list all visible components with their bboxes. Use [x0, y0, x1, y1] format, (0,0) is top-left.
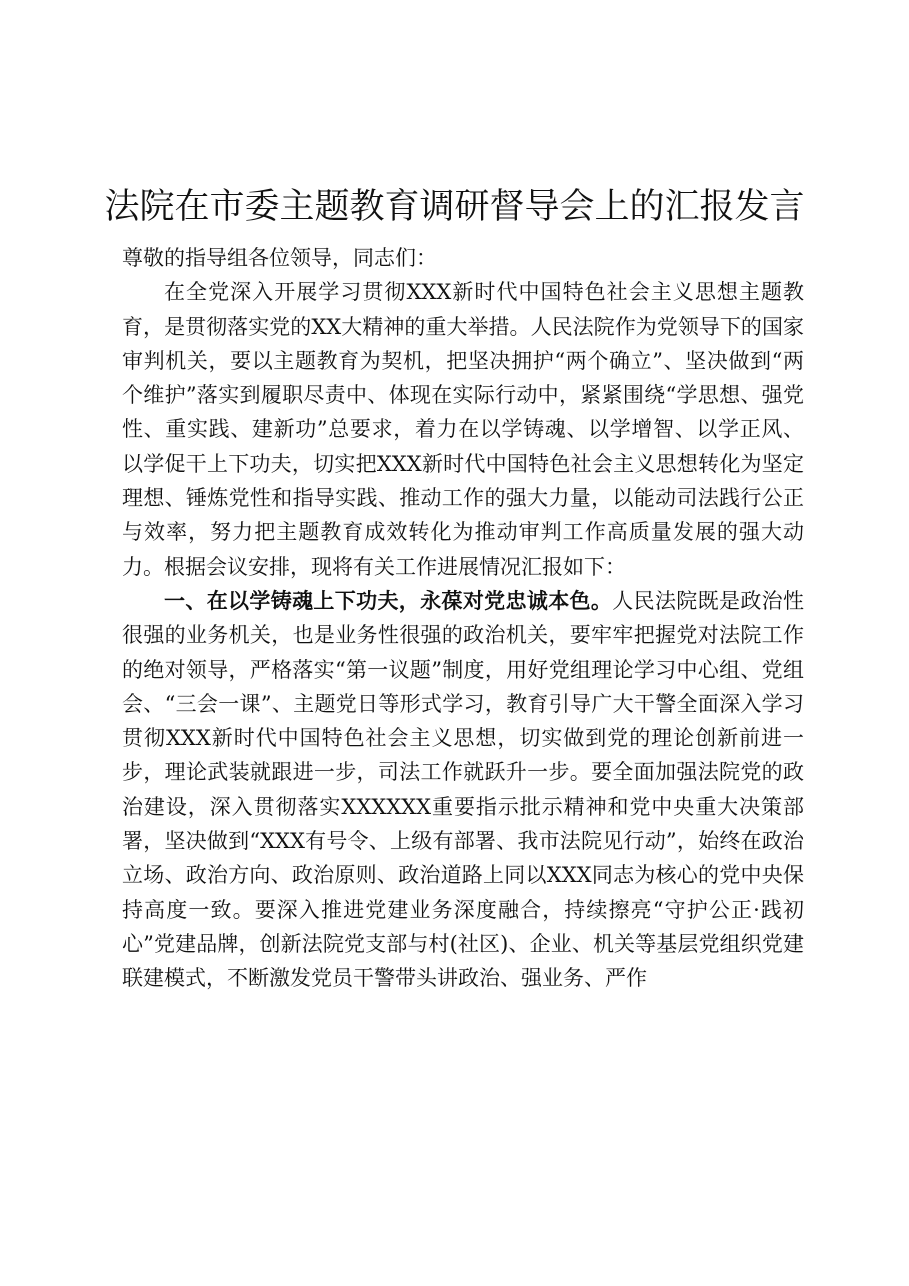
- salutation: 尊敬的指导组各位领导，同志们：: [122, 246, 437, 270]
- paragraph-section-1: [122, 584, 804, 996]
- document-title: 法院在市委主题教育调研督导会上的汇报发言: [104, 187, 805, 228]
- paragraph-text: 人民法院既是政治性很强的业务机关，也是业务性很强的政治机关，要牢牢把握党对法院工作的绝对领导，严格落实“第一议题”制度，用好党组理论学习中心组、党组会、“三会一课”、主题党日等形式学习，教育引导广大干警全面深入学习贯彻XXX新时代中国特色社会主义思想，切实做到党的理论创新前进一步，理论武装就跟进一步，司法工作就跃升一步。要全面加强法院党的政治建设，深入贯彻落实XXXXXX重要指示批示精神和党中央重大决策部署，坚决做到“XXX有号令、上级有部署、我市法院见行动”，始终在政治立场、政治方向、政治原则、政治道路上同以XXX同志为核心的党中央保持高度一致。要深入推进党建业务深度融合，持续擦亮“守护公正·践初心”党建品牌，创新法院党支部与村(社区)、企业、机关等基层党组织党建联建模式，不断激发党员干警带头讲政治、强业务、严作: [122, 588, 805, 991]
- section-heading: 一、在以学铸魂上下功夫，永葆对党忠诚本色。: [164, 588, 613, 613]
- paragraph-intro: [122, 275, 804, 584]
- document-body: [122, 241, 804, 996]
- paragraph-text: 在全党深入开展学习贯彻XXX新时代中国特色社会主义思想主题教育，是贯彻落实党的XX大精神的重大举措。人民法院作为党领导下的国家审判机关，要以主题教育为契机，把坚决拥护“两个确立”、坚决做到“两个维护”落实到履职尽责中、体现在实际行动中，紧紧围绕“学思想、强党性、重实践、建新功”总要求，着力在以学铸魂、以学增智、以学正风、以学促干上下功夫，切实把XXX新时代中国特色社会主义思想转化为坚定理想、锤炼党性和指导实践、推动工作的强大力量，以能动司法践行公正与效率，努力把主题教育成效转化为推动审判工作高质量发展的强大动力。根据会议安排，现将有关工作进展情况汇报如下：: [122, 280, 804, 579]
